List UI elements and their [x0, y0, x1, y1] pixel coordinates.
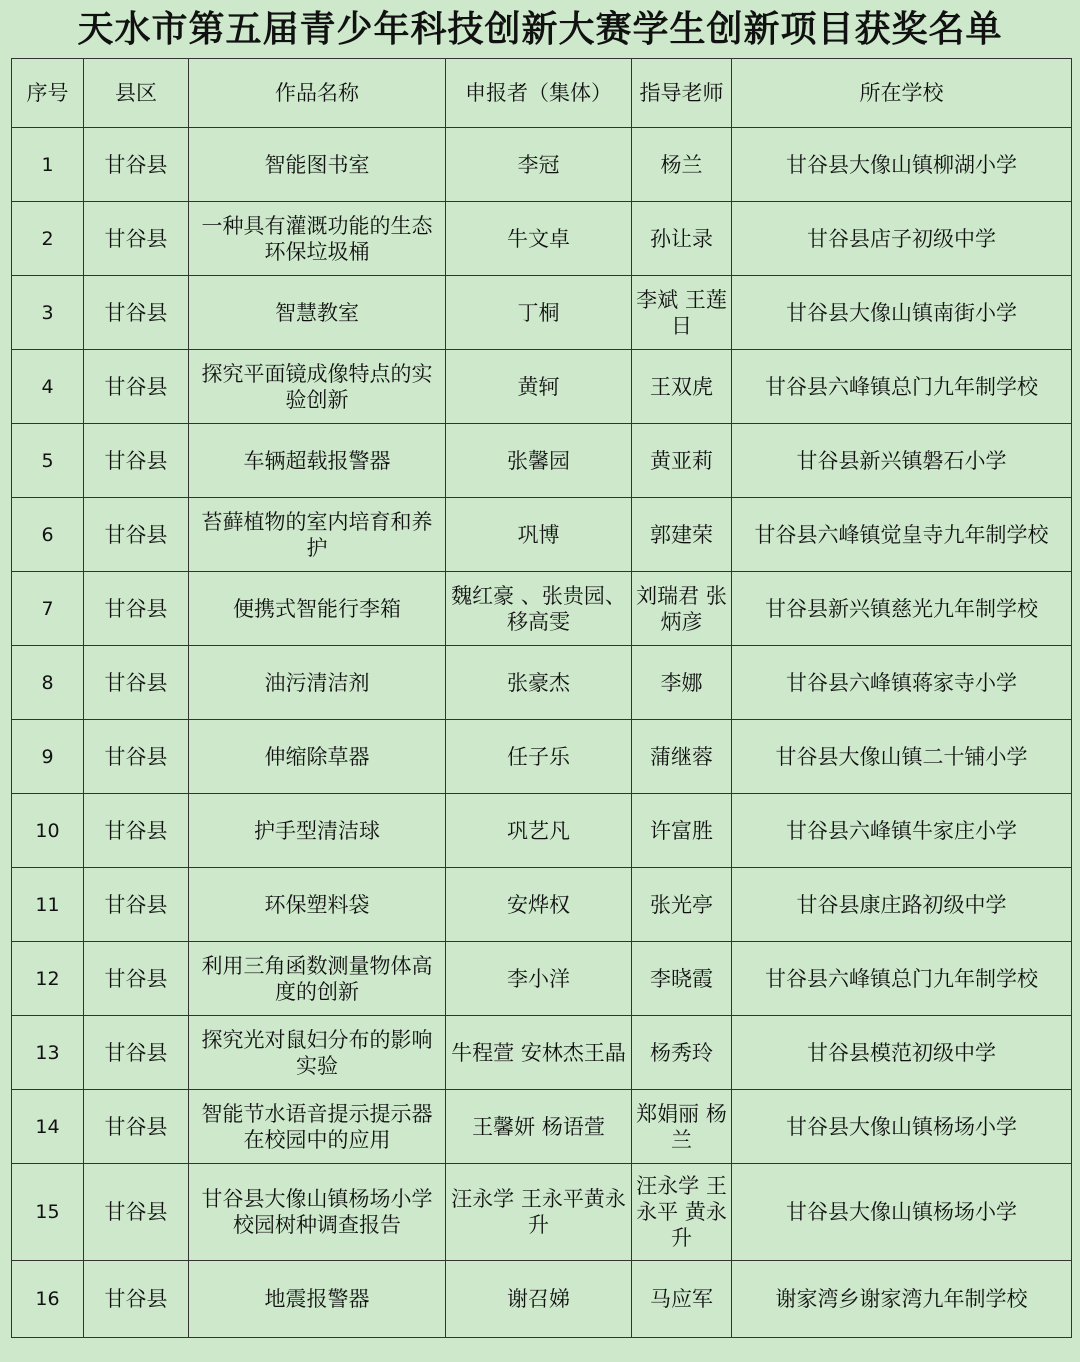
cell-teacher: 张光亭 — [632, 868, 732, 942]
table-row — [12, 1261, 1072, 1338]
cell-county: 甘谷县 — [84, 1164, 189, 1261]
cell-school: 甘谷县六峰镇觉皇寺九年制学校 — [732, 498, 1072, 572]
cell-no: 7 — [12, 572, 84, 646]
cell-no: 1 — [12, 128, 84, 202]
cell-work: 苔藓植物的室内培育和养护 — [189, 498, 446, 572]
cell-applicant: 张豪杰 — [446, 646, 632, 720]
cell-teacher: 许富胜 — [632, 794, 732, 868]
cell-county: 甘谷县 — [84, 276, 189, 350]
table-row — [12, 942, 1072, 1016]
cell-teacher: 杨秀玲 — [632, 1016, 732, 1090]
cell-work: 车辆超载报警器 — [189, 424, 446, 498]
cell-teacher: 李晓霞 — [632, 942, 732, 1016]
cell-no: 8 — [12, 646, 84, 720]
cell-no: 6 — [12, 498, 84, 572]
cell-teacher: 王双虎 — [632, 350, 732, 424]
table-row — [12, 646, 1072, 720]
cell-school: 甘谷县店子初级中学 — [732, 202, 1072, 276]
cell-school: 甘谷县康庄路初级中学 — [732, 868, 1072, 942]
cell-no: 4 — [12, 350, 84, 424]
cell-county: 甘谷县 — [84, 128, 189, 202]
cell-school: 甘谷县六峰镇总门九年制学校 — [732, 942, 1072, 1016]
cell-teacher: 李娜 — [632, 646, 732, 720]
header-work: 作品名称 — [189, 59, 446, 128]
cell-work: 地震报警器 — [189, 1261, 446, 1338]
cell-teacher: 蒲继蓉 — [632, 720, 732, 794]
cell-school: 甘谷县新兴镇磐石小学 — [732, 424, 1072, 498]
table-row — [12, 276, 1072, 350]
cell-county: 甘谷县 — [84, 942, 189, 1016]
cell-applicant: 丁桐 — [446, 276, 632, 350]
table-body — [12, 128, 1072, 1338]
header-teacher: 指导老师 — [632, 59, 732, 128]
cell-no: 3 — [12, 276, 84, 350]
cell-work: 智能图书室 — [189, 128, 446, 202]
cell-applicant: 巩艺凡 — [446, 794, 632, 868]
cell-work: 一种具有灌溉功能的生态环保垃圾桶 — [189, 202, 446, 276]
cell-county: 甘谷县 — [84, 720, 189, 794]
table-row — [12, 1016, 1072, 1090]
cell-work: 甘谷县大像山镇杨场小学校园树种调查报告 — [189, 1164, 446, 1261]
cell-applicant: 黄轲 — [446, 350, 632, 424]
cell-school: 甘谷县模范初级中学 — [732, 1016, 1072, 1090]
cell-work: 便携式智能行李箱 — [189, 572, 446, 646]
cell-county: 甘谷县 — [84, 1090, 189, 1164]
cell-school: 甘谷县六峰镇蒋家寺小学 — [732, 646, 1072, 720]
cell-work: 伸缩除草器 — [189, 720, 446, 794]
cell-county: 甘谷县 — [84, 202, 189, 276]
cell-county: 甘谷县 — [84, 646, 189, 720]
cell-no: 11 — [12, 868, 84, 942]
cell-no: 9 — [12, 720, 84, 794]
cell-county: 甘谷县 — [84, 1016, 189, 1090]
cell-applicant: 汪永学 王永平黄永升 — [446, 1164, 632, 1261]
cell-applicant: 李小洋 — [446, 942, 632, 1016]
cell-applicant: 魏红豪 、张贵园、移高雯 — [446, 572, 632, 646]
cell-work: 利用三角函数测量物体高度的创新 — [189, 942, 446, 1016]
cell-school: 谢家湾乡谢家湾九年制学校 — [732, 1261, 1072, 1338]
cell-county: 甘谷县 — [84, 498, 189, 572]
cell-applicant: 任子乐 — [446, 720, 632, 794]
award-table — [11, 58, 1072, 1338]
table-row — [12, 1090, 1072, 1164]
cell-applicant: 牛程萱 安林杰王晶 — [446, 1016, 632, 1090]
table-header-row — [12, 59, 1072, 128]
cell-no: 5 — [12, 424, 84, 498]
cell-school: 甘谷县大像山镇杨场小学 — [732, 1164, 1072, 1261]
cell-no: 15 — [12, 1164, 84, 1261]
cell-county: 甘谷县 — [84, 572, 189, 646]
cell-teacher: 郭建荣 — [632, 498, 732, 572]
cell-work: 环保塑料袋 — [189, 868, 446, 942]
cell-school: 甘谷县六峰镇总门九年制学校 — [732, 350, 1072, 424]
cell-county: 甘谷县 — [84, 868, 189, 942]
cell-teacher: 汪永学 王永平 黄永升 — [632, 1164, 732, 1261]
table-row — [12, 128, 1072, 202]
cell-no: 12 — [12, 942, 84, 1016]
cell-applicant: 安烨权 — [446, 868, 632, 942]
cell-work: 智能节水语音提示提示器在校园中的应用 — [189, 1090, 446, 1164]
cell-teacher: 孙让录 — [632, 202, 732, 276]
cell-applicant: 巩博 — [446, 498, 632, 572]
cell-teacher: 马应军 — [632, 1261, 732, 1338]
header-school: 所在学校 — [732, 59, 1072, 128]
cell-county: 甘谷县 — [84, 1261, 189, 1338]
cell-teacher: 黄亚莉 — [632, 424, 732, 498]
cell-school: 甘谷县大像山镇二十铺小学 — [732, 720, 1072, 794]
cell-work: 探究平面镜成像特点的实验创新 — [189, 350, 446, 424]
cell-no: 16 — [12, 1261, 84, 1338]
table-row — [12, 498, 1072, 572]
cell-school: 甘谷县六峰镇牛家庄小学 — [732, 794, 1072, 868]
cell-no: 14 — [12, 1090, 84, 1164]
cell-work: 护手型清洁球 — [189, 794, 446, 868]
cell-school: 甘谷县大像山镇杨场小学 — [732, 1090, 1072, 1164]
cell-county: 甘谷县 — [84, 424, 189, 498]
table-row — [12, 794, 1072, 868]
cell-teacher: 刘瑞君 张炳彦 — [632, 572, 732, 646]
cell-work: 智慧教室 — [189, 276, 446, 350]
header-applicant: 申报者（集体） — [446, 59, 632, 128]
page-title: 天水市第五届青少年科技创新大赛学生创新项目获奖名单 — [77, 8, 1003, 50]
table-row — [12, 202, 1072, 276]
cell-school: 甘谷县新兴镇慈光九年制学校 — [732, 572, 1072, 646]
cell-school: 甘谷县大像山镇柳湖小学 — [732, 128, 1072, 202]
cell-no: 13 — [12, 1016, 84, 1090]
table-row — [12, 424, 1072, 498]
cell-applicant: 李冠 — [446, 128, 632, 202]
cell-teacher: 李斌 王莲日 — [632, 276, 732, 350]
cell-applicant: 张馨园 — [446, 424, 632, 498]
cell-no: 2 — [12, 202, 84, 276]
cell-teacher: 郑娟丽 杨兰 — [632, 1090, 732, 1164]
table-row — [12, 720, 1072, 794]
table-row — [12, 1164, 1072, 1261]
header-county: 县区 — [84, 59, 189, 128]
cell-work: 油污清洁剂 — [189, 646, 446, 720]
cell-applicant: 王馨妍 杨语萱 — [446, 1090, 632, 1164]
table-row — [12, 350, 1072, 424]
cell-county: 甘谷县 — [84, 350, 189, 424]
cell-work: 探究光对鼠妇分布的影响实验 — [189, 1016, 446, 1090]
cell-applicant: 谢召娣 — [446, 1261, 632, 1338]
table-row — [12, 868, 1072, 942]
cell-no: 10 — [12, 794, 84, 868]
cell-teacher: 杨兰 — [632, 128, 732, 202]
table-row — [12, 572, 1072, 646]
cell-county: 甘谷县 — [84, 794, 189, 868]
cell-school: 甘谷县大像山镇南街小学 — [732, 276, 1072, 350]
cell-applicant: 牛文卓 — [446, 202, 632, 276]
header-no: 序号 — [12, 59, 84, 128]
